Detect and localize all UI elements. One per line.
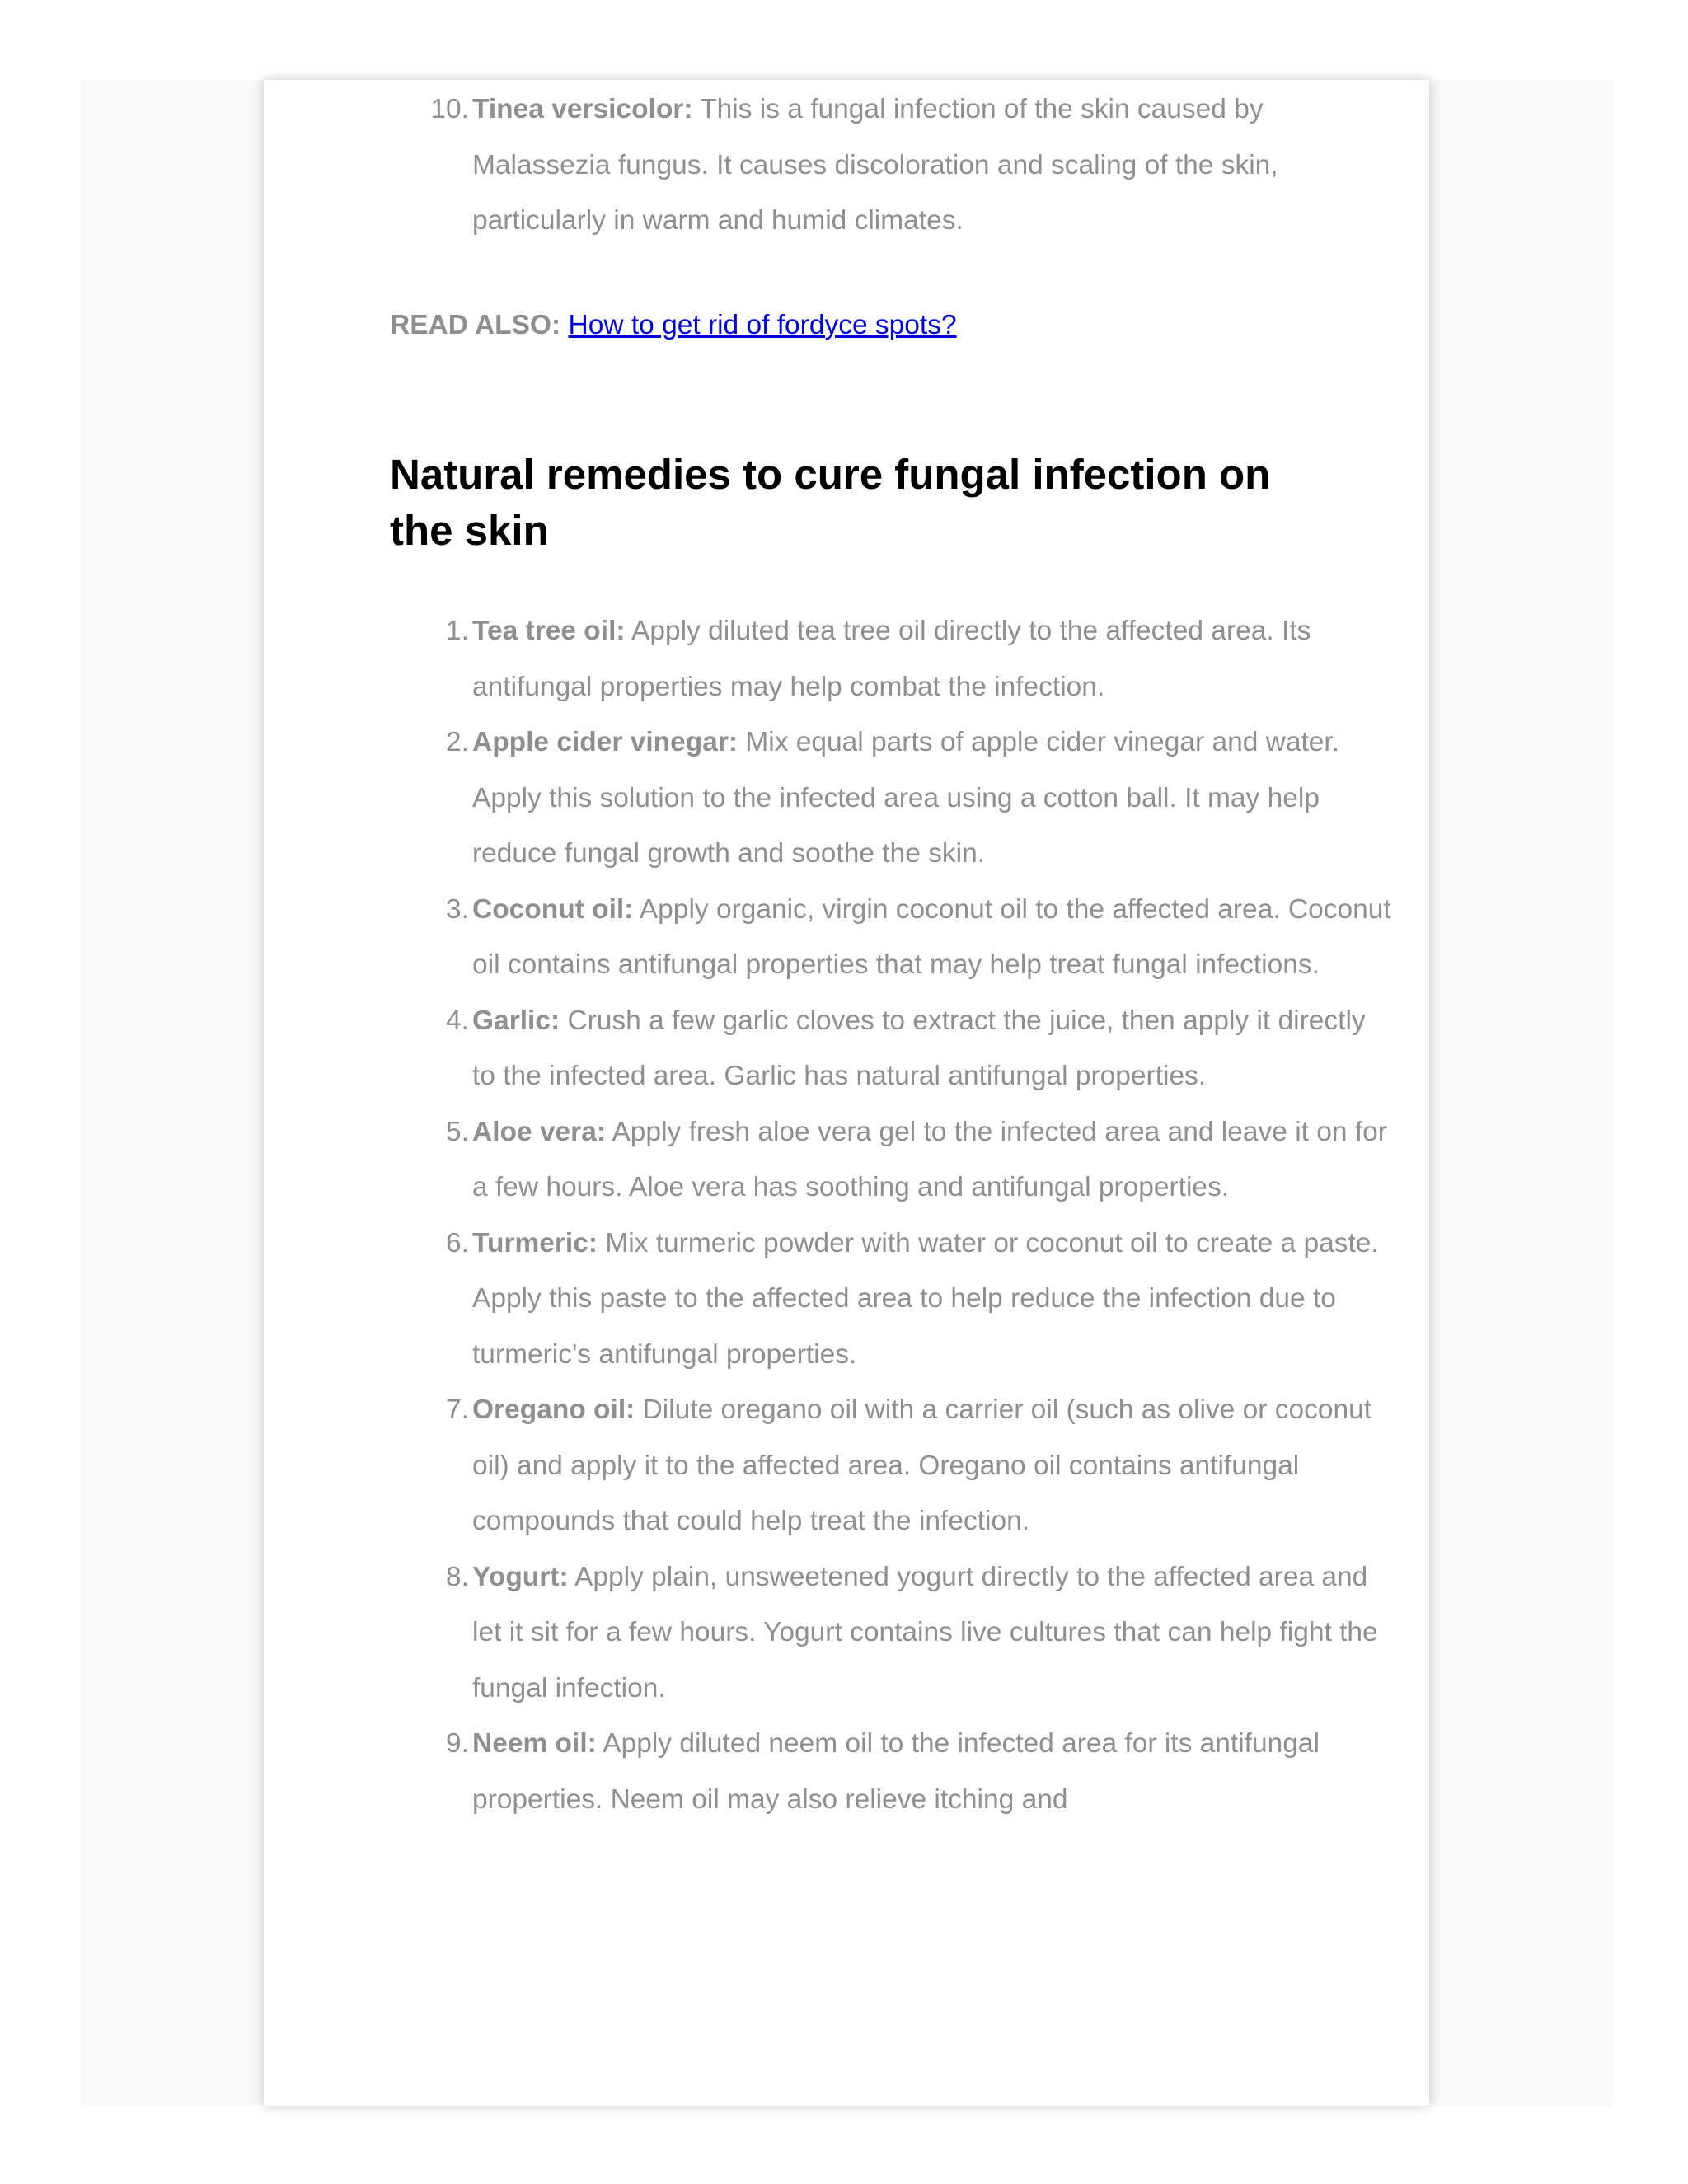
list-item-number: 10. (430, 94, 469, 124)
list-item-number: 1. (446, 616, 469, 646)
list-item (446, 1104, 1395, 1216)
section-heading: Natural remedies to cure fungal infection on the skin (390, 451, 1271, 554)
list-item-text: This is a fungal infection of the skin caused by Malassezia fungus. It causes discoloration and scaling of the skin, particularly in warm and humid climates. (472, 94, 1278, 236)
document-page[interactable] (264, 80, 1429, 2106)
previous-list (390, 82, 1395, 249)
list-item-term: Garlic: (472, 1005, 560, 1036)
list-item-term: Yogurt: (472, 1561, 569, 1592)
list-item-term: Coconut oil: (472, 893, 634, 925)
list-item (446, 1216, 1395, 1383)
list-item-term: Neem oil: (472, 1728, 597, 1759)
list-item-number: 4. (446, 1005, 469, 1036)
list-item-text: Dilute oregano oil with a carrier oil (such as olive or coconut oil) and apply it to the affected area. Oregano oil contains antifungal compounds that could help treat the infection. (472, 1394, 1372, 1536)
read-also-link[interactable]: How to get rid of fordyce spots? (568, 309, 957, 340)
list-item-text: Crush a few garlic cloves to extract the juice, then apply it directly to the infected area. Garlic has natural antifungal properties. (472, 1005, 1366, 1091)
read-also-label: READ ALSO: (390, 309, 561, 340)
list-item-term: Tinea versicolor: (472, 94, 693, 124)
list-item (446, 1549, 1395, 1717)
list-item-number: 2. (446, 727, 469, 757)
list-item-text: Apply organic, virgin coconut oil to the affected area. Coconut oil contains antifungal properties that may help treat fungal infections. (472, 893, 1391, 980)
list-item (446, 1382, 1395, 1549)
list-item-text: Mix equal parts of apple cider vinegar and water. Apply this solution to the infected area using a cotton ball. It may help reduce fungal growth and soothe the skin. (472, 727, 1340, 869)
list-item-number: 6. (446, 1227, 469, 1258)
list-item (446, 993, 1395, 1104)
list-item (446, 603, 1395, 715)
list-item (446, 1716, 1395, 1827)
list-item-term: Tea tree oil: (472, 616, 626, 646)
list-item-number: 7. (446, 1394, 469, 1425)
list-item (446, 882, 1395, 993)
list-item-number: 9. (446, 1728, 469, 1759)
remedies-list (390, 603, 1395, 1827)
list-item-text: Apply diluted tea tree oil directly to the affected area. Its antifungal properties may help combat the infection. (472, 616, 1311, 702)
list-item-number: 5. (446, 1116, 469, 1147)
read-also (390, 307, 957, 344)
list-item-number: 3. (446, 893, 469, 925)
list-item-text: Apply fresh aloe vera gel to the infected area and leave it on for a few hours. Aloe vera has soothing and antifungal properties. (472, 1116, 1387, 1202)
list-item-term: Aloe vera: (472, 1116, 606, 1147)
list-item-term: Apple cider vinegar: (472, 727, 738, 757)
list-item-text: Mix turmeric powder with water or coconut oil to create a paste. Apply this paste to the affected area to help reduce the infection due to turmeric's antifungal properties. (472, 1227, 1379, 1370)
list-item-text: Apply diluted neem oil to the infected area for its antifungal properties. Neem oil may also relieve itching and (472, 1728, 1320, 1815)
list-item-text: Apply plain, unsweetened yogurt directly to the affected area and let it sit for a few hours. Yogurt contains live cultures that can help fight the fungal infection. (472, 1561, 1378, 1704)
list-item (430, 82, 1395, 249)
list-item-term: Turmeric: (472, 1227, 598, 1258)
list-item-number: 8. (446, 1561, 469, 1592)
list-item (446, 715, 1395, 882)
list-item-term: Oregano oil: (472, 1394, 635, 1425)
